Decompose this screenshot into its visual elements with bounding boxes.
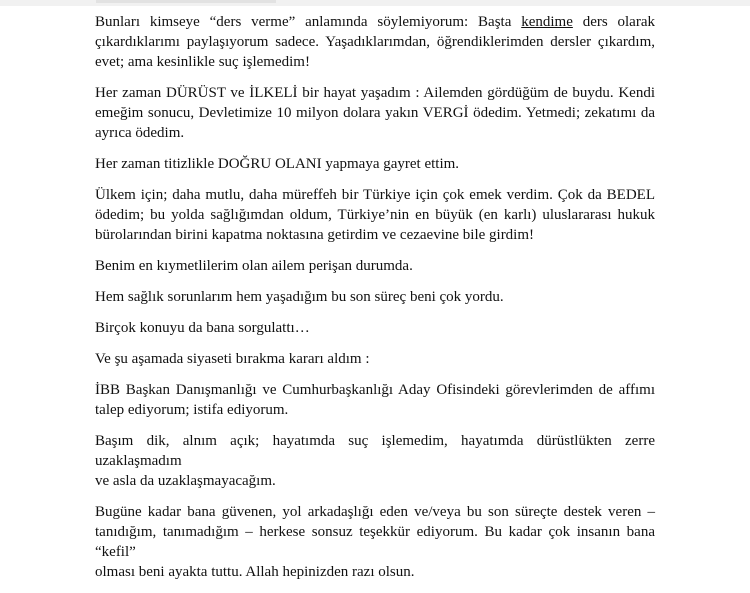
line: Ülkem için; daha mutlu, daha müreffeh bir Türkiye için çok emek verdim. Çok da BEDEL (95, 187, 655, 203)
line: İBB Başkan Danışmanlığı ve Cumhurbaşkanlığı Aday Ofisindeki görevlerimden de affımı (95, 382, 655, 398)
line: ve asla da uzaklaşmayacağım. (95, 473, 276, 489)
line: Bugüne kadar bana güvenen, yol arkadaşlığı eden ve/veya bu son süreçte destek veren – (95, 504, 655, 520)
paragraph-10 (95, 431, 655, 491)
line: tanıdığım, tanımadığım – herkese sonsuz teşekkür ediyorum. Bu kadar çok insanın bana “kefil” (95, 524, 655, 560)
paragraph-11 (95, 502, 655, 582)
top-edge (0, 0, 750, 6)
paragraph-2 (95, 83, 655, 143)
paragraph-5 (95, 256, 655, 276)
line: ödedim; bu yolda sağlığımdan oldum, Türkiye’nin en büyük (en karlı) uluslararası hukuk (95, 207, 655, 223)
line: bürolarından birini kapatma noktasına getirdim ve cezaevine bile girdim! (95, 227, 535, 243)
line: evet; ama kesinlikle suç işlemedim! (95, 54, 310, 70)
line: çıkardıklarımı paylaşıyorum sadece. Yaşadıklarımdan, öğrendiklerimden dersler çıkardım, (95, 34, 655, 50)
line: Her zaman DÜRÜST ve İLKELİ bir hayat yaşadım : Ailemden gördüğüm de buydu. Kendi (95, 85, 655, 101)
document-body (95, 12, 655, 593)
line: Her zaman titizlikle DOĞRU OLANI yapmaya gayret ettim. (95, 156, 460, 172)
line (95, 12, 655, 32)
paragraph-9 (95, 380, 655, 420)
paragraph-6 (95, 287, 655, 307)
cropped-text-remnant (96, 0, 276, 3)
line: olması beni ayakta tuttu. Allah hepinizden razı olsun. (95, 564, 415, 580)
paragraph-8 (95, 349, 655, 369)
line: ayrıca ödedim. (95, 125, 185, 141)
line: Hem sağlık sorunlarım hem yaşadığım bu son süreç beni çok yordu. (95, 289, 504, 305)
paragraph-3 (95, 154, 655, 174)
paragraph-1 (95, 12, 655, 72)
line: Başım dik, alnım açık; hayatımda suç işlemedim, hayatımda dürüstlükten zerre uzaklaşmadım (95, 433, 655, 469)
paragraph-7 (95, 318, 655, 338)
line: emeğim sonucu, Devletimize 10 milyon dolara yakın VERGİ ödedim. Yetmedi; zekatımı da (95, 105, 655, 121)
line: Birçok konuyu da bana sorgulattı… (95, 320, 310, 336)
line: talep ediyorum; istifa ediyorum. (95, 402, 289, 418)
text-segment: ders olarak (572, 14, 655, 30)
paragraph-4 (95, 185, 655, 245)
underlined-word: kendime (521, 14, 573, 30)
text-segment: Bunları kimseye “ders verme” anlamında söylemiyorum: Başta (95, 14, 522, 30)
line: Ve şu aşamada siyaseti bırakma kararı aldım : (95, 351, 370, 367)
line: Benim en kıymetlilerim olan ailem perişan durumda. (95, 258, 413, 274)
